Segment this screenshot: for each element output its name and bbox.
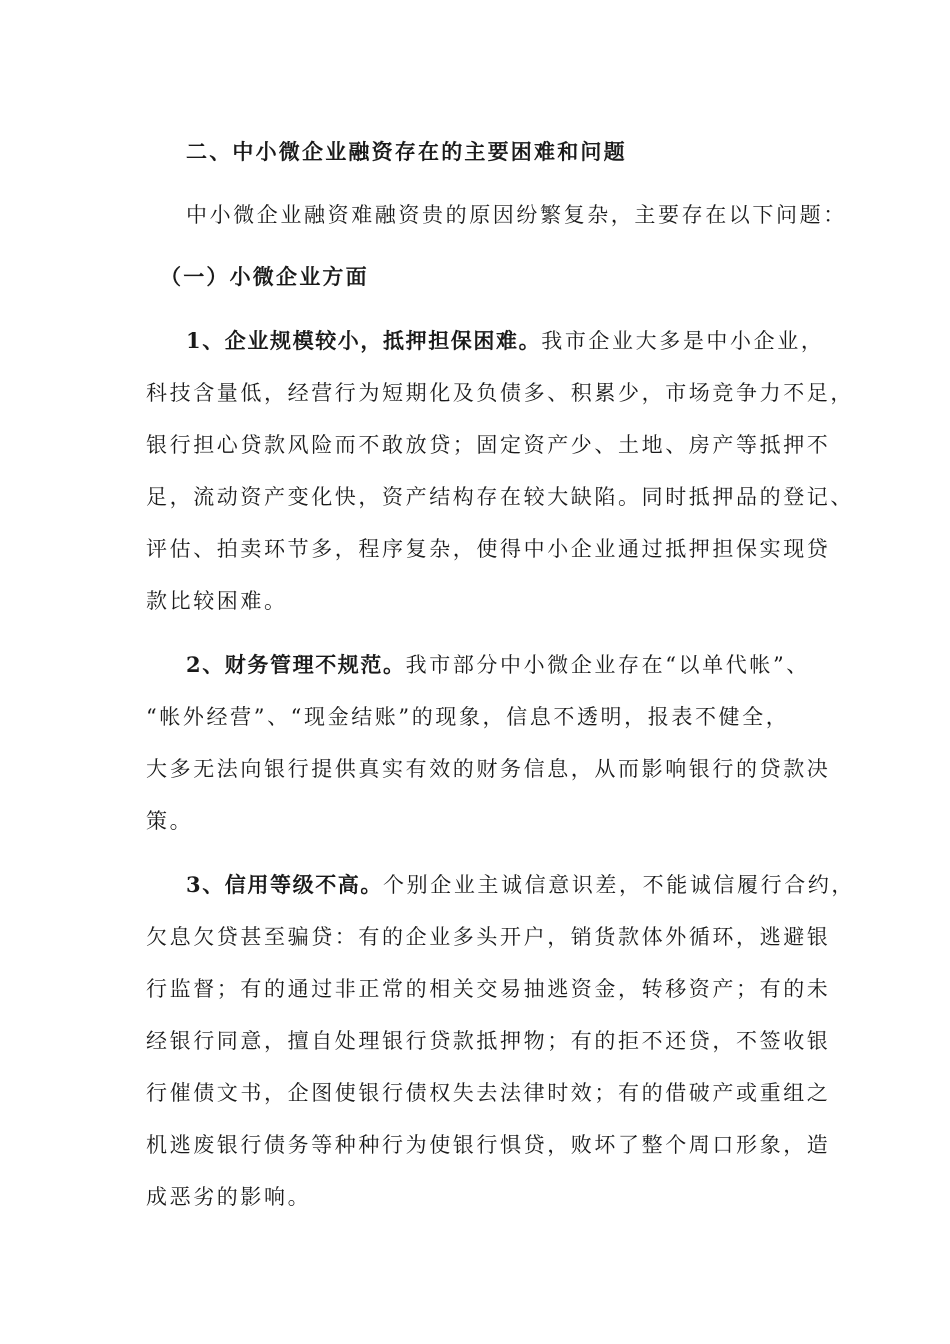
item-1-line-4: 评估、拍卖环节多，程序复杂，使得中小企业通过抵押担保实现贷: [146, 537, 831, 561]
item-1-line-0: 我市企业大多是中小企业，: [541, 329, 825, 353]
item-3-line-1: 欠息欠贷甚至骗贷：有的企业多头开户，销货款体外循环，逃避银: [146, 925, 831, 949]
item-2-line-3: 策。: [146, 809, 194, 833]
item-3-first-line: [186, 870, 855, 900]
subsection-heading: （一）小微企业方面: [160, 264, 369, 289]
item-1-line-3: 足，流动资产变化快，资产结构存在较大缺陷。同时抵押品的登记、: [146, 485, 854, 509]
item-1-line-1: 科技含量低，经营行为短期化及负债多、积累少，市场竞争力不足，: [146, 381, 854, 405]
item-1-line-5: 款比较困难。: [146, 589, 288, 613]
intro-paragraph: 中小微企业融资难融资贵的原因纷繁复杂，主要存在以下问题：: [186, 203, 847, 227]
item-3-line-6: 成恶劣的影响。: [146, 1185, 312, 1209]
item-2-first-line: [186, 650, 810, 680]
item-3-line-5: 机逃废银行债务等种种行为使银行惧贷，败坏了整个周口形象，造: [146, 1133, 831, 1157]
item-1-line-2: 银行担心贷款风险而不敢放贷；固定资产少、土地、房产等抵押不: [146, 433, 831, 457]
item-2-lead: 2、财务管理不规范。: [186, 652, 406, 677]
section-heading: 二、中小微企业融资存在的主要困难和问题: [186, 139, 627, 164]
item-2-line-1: “帐外经营”、“现金结账”的现象，信息不透明，报表不健全，: [146, 705, 790, 729]
item-2-line-0: 我市部分中小微企业存在“以单代帐”、: [405, 653, 810, 677]
item-1-lead: 1、企业规模较小，抵押担保困难。: [186, 328, 542, 353]
item-3-line-3: 经银行同意，擅自处理银行贷款抵押物；有的拒不还贷，不签收银: [146, 1029, 831, 1053]
item-3-line-4: 行催债文书，企图使银行债权失去法律时效；有的借破产或重组之: [146, 1081, 831, 1105]
item-3-line-2: 行监督；有的通过非正常的相关交易抽逃资金，转移资产；有的未: [146, 977, 831, 1001]
item-3-line-0: 个别企业主诚信意识差，不能诚信履行合约，: [383, 873, 856, 897]
item-2-line-2: 大多无法向银行提供真实有效的财务信息，从而影响银行的贷款决: [146, 757, 831, 781]
item-1-first-line: [186, 326, 824, 356]
item-3-lead: 3、信用等级不高。: [186, 872, 384, 897]
